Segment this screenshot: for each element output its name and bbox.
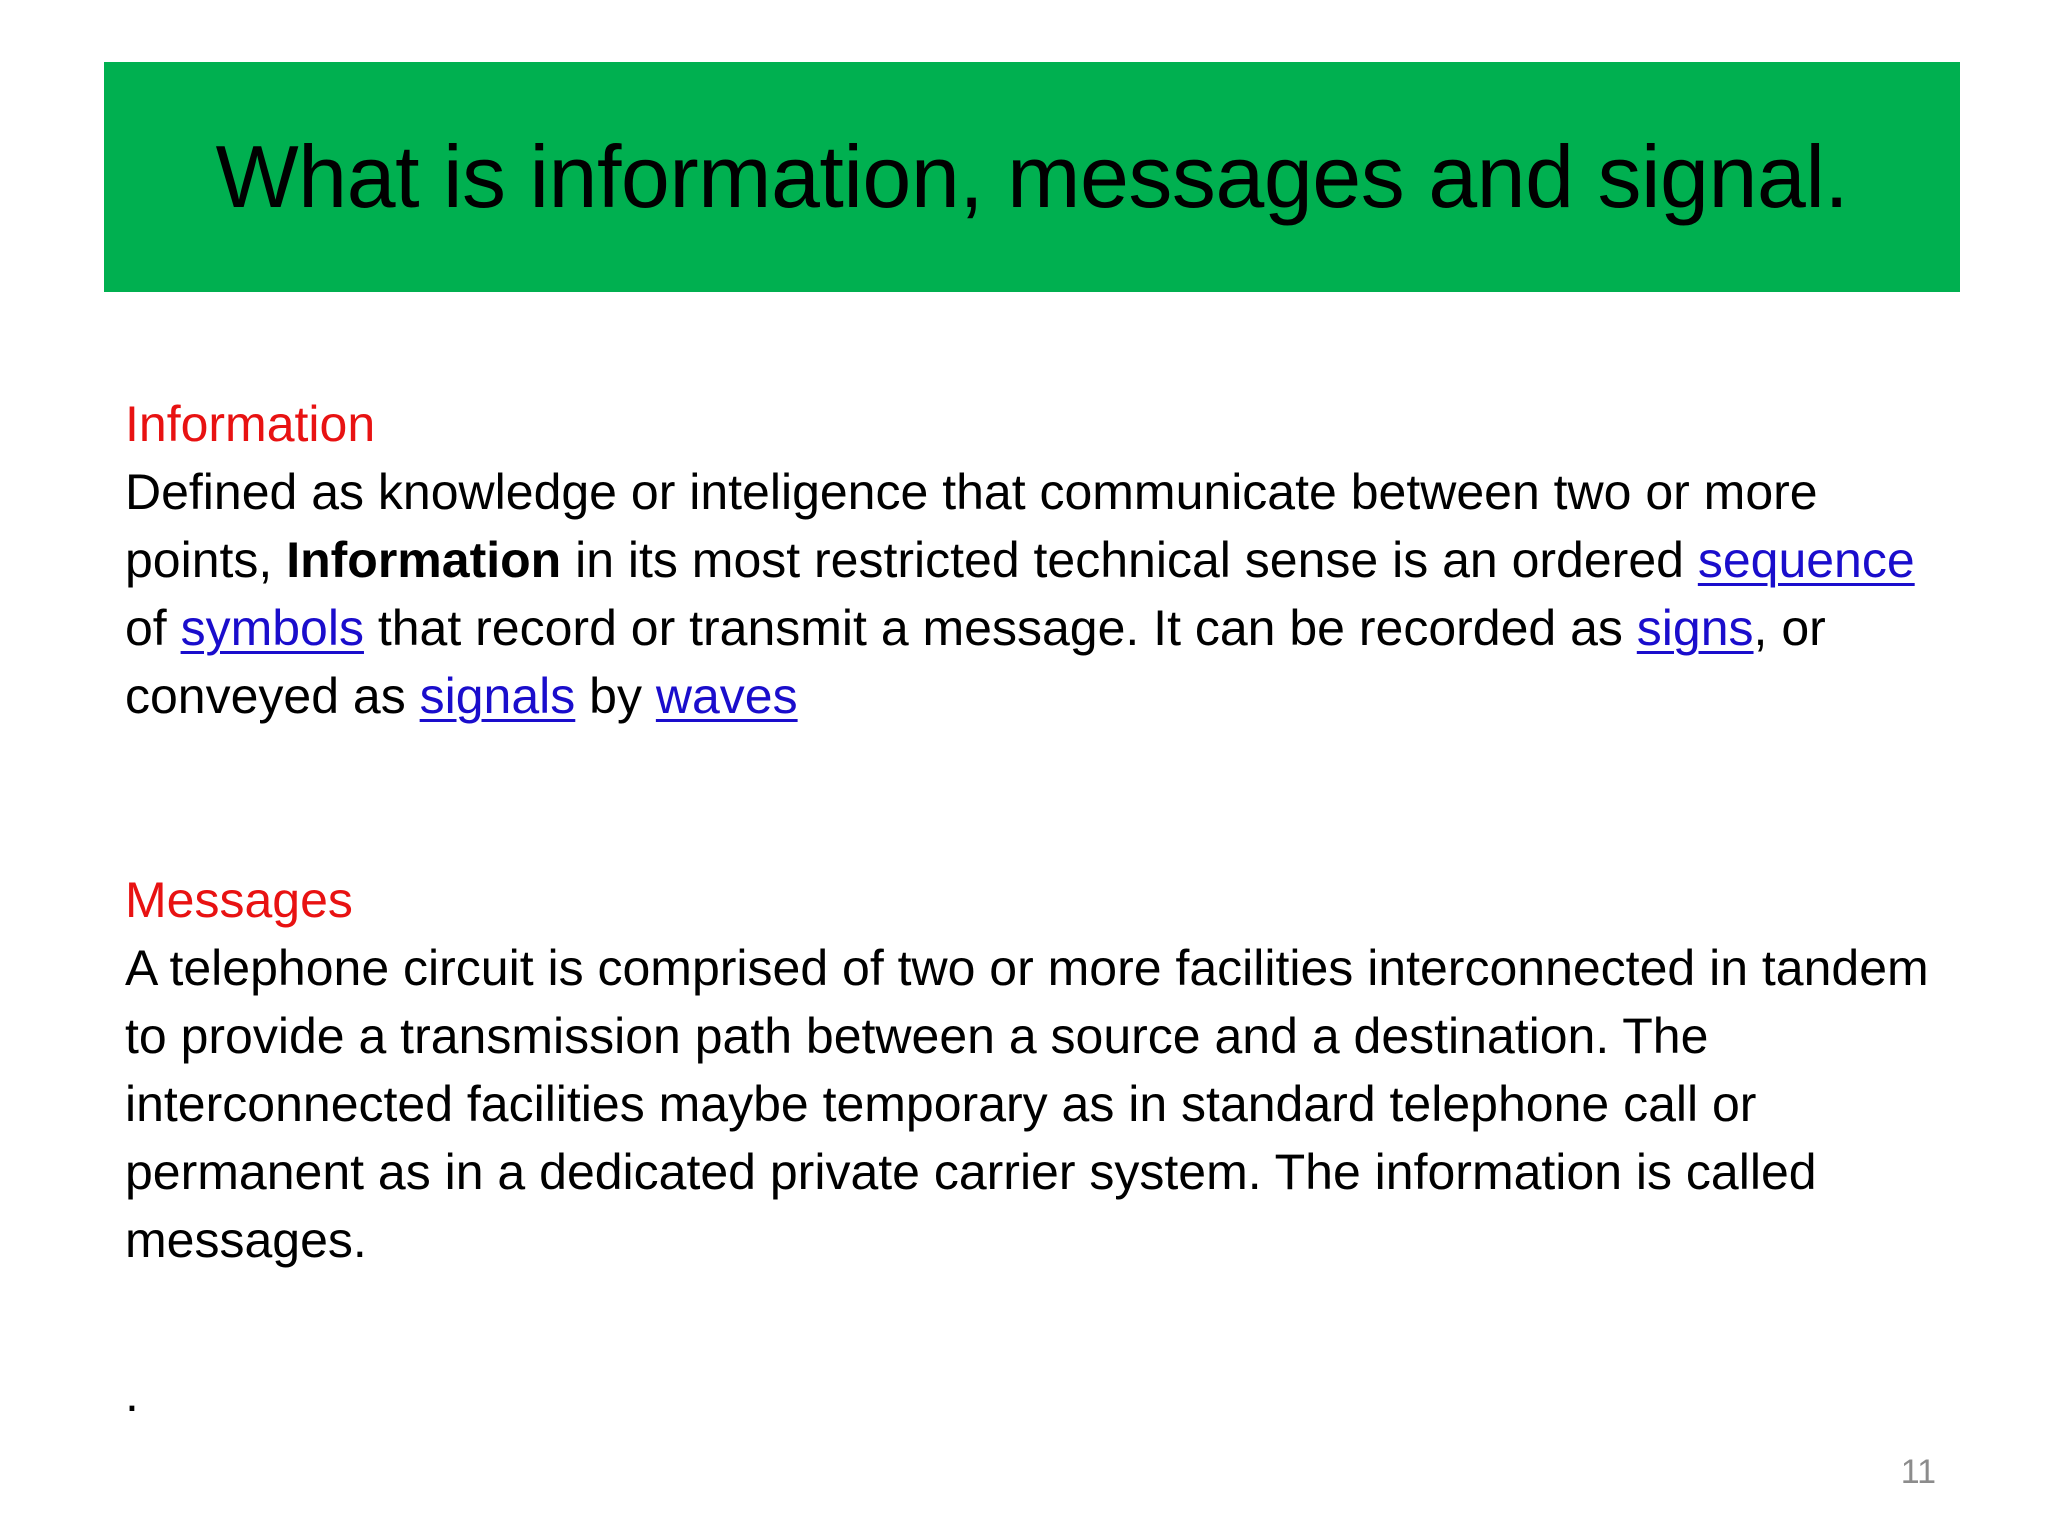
information-paragraph [125, 458, 1965, 730]
information-text-1: Defined as knowledge or inteligence that communicate between two or more points, [125, 464, 1818, 588]
messages-heading: Messages [125, 872, 353, 928]
symbols-link[interactable]: symbols [180, 600, 364, 656]
signals-link[interactable]: signals [419, 668, 576, 724]
information-text-2: in its most restricted technical sense is an ordered [561, 532, 1698, 588]
slide-content [125, 390, 1965, 1274]
information-bold-term: Information [286, 532, 562, 588]
information-text-3: of [125, 600, 181, 656]
slide-title: What is information, messages and signal. [215, 127, 1849, 226]
messages-section [125, 866, 1965, 1274]
page-number: 11 [1900, 1453, 1936, 1491]
waves-link[interactable]: waves [655, 668, 798, 724]
messages-paragraph: A telephone circuit is comprised of two or more facilities interconnected in tandem to provide a transmission path between a source and a destination. The interconnected facilities maybe temporary as in standard telephone call or permanent as in a dedicated private carrier system. The information is called messages. [125, 940, 1929, 1268]
information-heading: Information [125, 396, 376, 452]
sequence-link[interactable]: sequence [1697, 532, 1915, 588]
slide-title-bar [104, 62, 1960, 292]
information-text-5: , or conveyed as [125, 600, 1826, 724]
section-spacer [125, 730, 1965, 866]
trailing-mark: . [125, 1366, 139, 1422]
information-text-4: that record or transmit a message. It can be recorded as [363, 600, 1637, 656]
information-text-6: by [575, 668, 656, 724]
information-section [125, 390, 1965, 730]
signs-link[interactable]: signs [1636, 600, 1754, 656]
